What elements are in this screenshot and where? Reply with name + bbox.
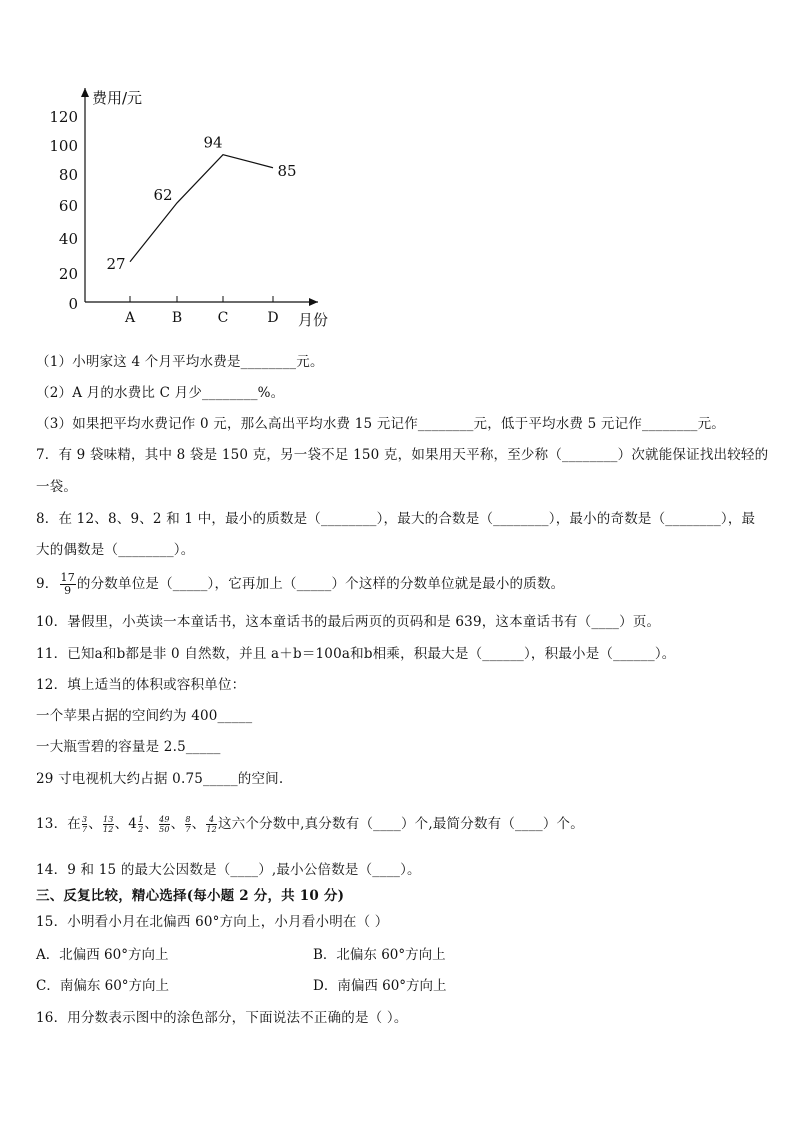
y-tick-label: 20 — [58, 265, 78, 283]
x-axis-arrow — [309, 298, 318, 306]
q13-f1-numerator: 3 — [81, 815, 88, 824]
q7-text: 7．有 9 袋味精，其中 8 袋是 150 克，另一袋不足 150 克，如果用天平称，至少称（________）次就能保证找出较轻的 — [36, 447, 769, 463]
q13-fraction-1 — [82, 815, 87, 834]
data-label: 27 — [106, 254, 126, 273]
q13-fraction-3 — [138, 815, 143, 834]
q13-f5-numerator: 8 — [185, 815, 191, 824]
q13-f1-denominator: 7 — [81, 825, 88, 834]
y-tick-label: 40 — [58, 230, 78, 248]
q12-item-sprite: 一大瓶雪碧的容量是 2.5_____ — [36, 739, 221, 755]
y-tick-label: 100 — [49, 137, 78, 155]
q15-text: 15．小明看小月在北偏西 60°方向上，小月看小明在（ ） — [36, 914, 389, 930]
q13-body: 这六个分数中,真分数有（____）个,最简分数有（____）个。 — [217, 816, 584, 832]
q16-text: 16．用分数表示图中的涂色部分，下面说法不正确的是（ ）。 — [36, 1010, 408, 1026]
q15-option-c[interactable]: C．南偏东 60°方向上 — [36, 978, 170, 994]
q13-f4-denominator: 50 — [159, 825, 170, 834]
y-tick-label: 120 — [49, 108, 78, 126]
q12-title: 12．填上适当的体积或容积单位： — [36, 677, 246, 693]
q9-fraction-denominator: 9 — [64, 584, 72, 597]
y-tick-label: 0 — [68, 295, 78, 313]
q12-item-tv: 29 寸电视机大约占据 0.75_____的空间. — [36, 771, 284, 787]
q9-body: 的分数单位是（_____），它再加上（_____）个这样的分数单位就是最小的质数。 — [76, 576, 565, 592]
y-tick-label: 60 — [58, 197, 78, 215]
q13-f2-denominator: 12 — [102, 825, 114, 834]
q13-number: 13．在 — [36, 816, 81, 832]
q6-part2: （2）A 月的水费比 C 月少________%。 — [36, 385, 285, 401]
x-tick-label: D — [267, 310, 279, 326]
section-3-heading: 三、反复比较，精心选择(每小题 2 分，共 10 分) — [36, 888, 345, 904]
line-chart — [0, 0, 360, 340]
q14-text: 14．9 和 15 的最大公因数是（____）,最小公倍数是（____）。 — [36, 862, 421, 878]
q13-f6-numerator: 4 — [206, 815, 217, 825]
q10-text: 10．暑假里，小英读一本童话书，这本童话书的最后两页的页码和是 639，这本童话书有（____）页。 — [36, 614, 661, 630]
q13-f5-denominator: 7 — [185, 825, 191, 834]
q13-f4-numerator: 49 — [159, 815, 170, 824]
x-tick-label: C — [217, 310, 229, 326]
x-tick-label: A — [124, 310, 136, 326]
q8-text: 8．在 12、8、9、2 和 1 中，最小的质数是（________），最大的合数是（________），最小的奇数是（________），最 — [36, 511, 756, 527]
q13-f3-denominator: 2 — [138, 825, 144, 834]
q9-fraction-numerator: 17 — [60, 571, 75, 584]
data-label: 85 — [277, 161, 297, 180]
q15-option-b[interactable]: B．北偏东 60°方向上 — [313, 947, 446, 963]
q13-f6-denominator: 12 — [206, 825, 217, 834]
q15-option-d[interactable]: D．南偏西 60°方向上 — [313, 978, 447, 994]
y-tick-label: 80 — [58, 166, 78, 184]
series-line — [130, 155, 273, 262]
q6-part1: （1）小明家这 4 个月平均水费是________元。 — [36, 354, 324, 370]
x-axis-label: 月份 — [298, 311, 329, 329]
q6-part3: （3）如果把平均水费记作 0 元，那么高出平均水费 15 元记作________元，低于平均水费 5 元记作________元。 — [36, 416, 725, 432]
q13-fraction-6 — [206, 815, 217, 834]
data-label: 62 — [153, 185, 173, 204]
q13-text: 13．在 $\frac{3}{7}$ 、 $\frac{13}{12}$ 、4 $\frac{1}{2}$ 、 $\frac{49}{50}$ 、 $\frac{8}{7}$ 、 $\frac{4}{12}$ 这六个分数中,真分数有（____）个,最简分数有（____）个。 — [36, 815, 584, 834]
q15-option-a[interactable]: A．北偏西 60°方向上 — [36, 947, 169, 963]
q9-number: 9． — [36, 576, 59, 592]
y-axis-label: 费用/元 — [92, 89, 143, 107]
x-tick-label: B — [171, 310, 183, 326]
q7-text-cont: 一袋。 — [36, 479, 78, 495]
q13-fraction-2 — [103, 815, 114, 834]
q9-text — [36, 572, 564, 597]
q13-f3-whole: 4 — [128, 816, 138, 832]
q11-text: 11．已知a和b都是非 0 自然数，并且 a＋b＝100a和b相乘，积最大是（______），积最小是（______）。 — [36, 646, 676, 662]
y-axis-arrow — [81, 88, 89, 97]
q13-fraction-5 — [185, 815, 190, 834]
q13-fraction-4 — [159, 815, 170, 834]
q9-fraction — [60, 572, 76, 597]
q13-f3-numerator: 1 — [138, 815, 144, 824]
q12-item-apple: 一个苹果占据的空间约为 400_____ — [36, 708, 253, 724]
q13-f2-numerator: 13 — [102, 815, 114, 824]
q8-text-cont: 大的偶数是（________）。 — [36, 542, 195, 558]
data-label: 94 — [203, 133, 223, 152]
